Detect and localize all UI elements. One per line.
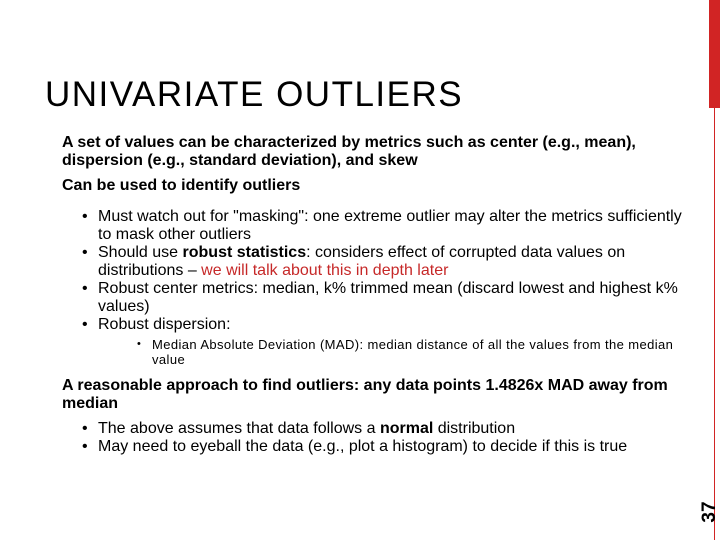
bullet-text-highlight: we will talk about this in depth later	[201, 262, 449, 279]
approach-paragraph: A reasonable approach to find outliers: any data points 1.4826x MAD away from median	[62, 377, 668, 412]
bullet-icon: •	[82, 208, 88, 225]
bullet-icon: •	[82, 280, 88, 297]
bullet-icon: •	[82, 438, 88, 455]
bullet-text-pre: Should use	[98, 244, 183, 261]
bullet-text: May need to eyeball the data (e.g., plot a histogram) to decide if this is true	[98, 438, 628, 455]
bullet-text: Robust dispersion:	[98, 316, 231, 333]
can-be-used-paragraph: Can be used to identify outliers	[62, 177, 301, 194]
bullet-text-post: distribution	[433, 420, 516, 437]
bullet-icon: •	[82, 420, 88, 437]
list-item	[82, 280, 682, 316]
bullet-list	[82, 208, 682, 334]
bullet-text-pre: The above assumes that data follows a	[98, 420, 380, 437]
list-item	[82, 438, 682, 456]
slide-title: UNIVARIATE OUTLIERS	[45, 75, 464, 114]
sub-bullet-text: Median Absolute Deviation (MAD): median distance of all the values from the median value	[152, 337, 674, 367]
slide-content	[62, 134, 682, 456]
bullet-text: Must watch out for "masking": one extreme outlier may alter the metrics sufficiently to mask other outliers	[98, 208, 682, 243]
bullet-icon: •	[137, 338, 142, 350]
bullet-text: Robust center metrics: median, k% trimmed mean (discard lowest and highest k% values)	[98, 280, 678, 315]
bullet-text-strong: normal	[379, 420, 434, 437]
list-item	[82, 420, 682, 438]
bullet-text-strong: robust statistics	[182, 244, 307, 261]
bullet-icon: •	[82, 316, 88, 333]
list-item	[82, 244, 682, 280]
bullet-icon: •	[82, 244, 88, 261]
intro-paragraph: A set of values can be characterized by metrics such as center (e.g., mean), dispersion (e.g., standard deviation), and skew	[62, 134, 636, 169]
slide-number: 37	[699, 501, 720, 523]
accent-bar	[709, 0, 720, 108]
sub-list-item	[137, 337, 682, 367]
sub-bullet-list	[137, 337, 682, 367]
list-item	[82, 208, 682, 244]
bullet-text-post: : considers effect of corrupted data values on distributions –	[98, 244, 626, 279]
approach-bullet-list	[82, 420, 682, 456]
list-item	[82, 316, 682, 334]
vertical-divider	[714, 108, 715, 540]
